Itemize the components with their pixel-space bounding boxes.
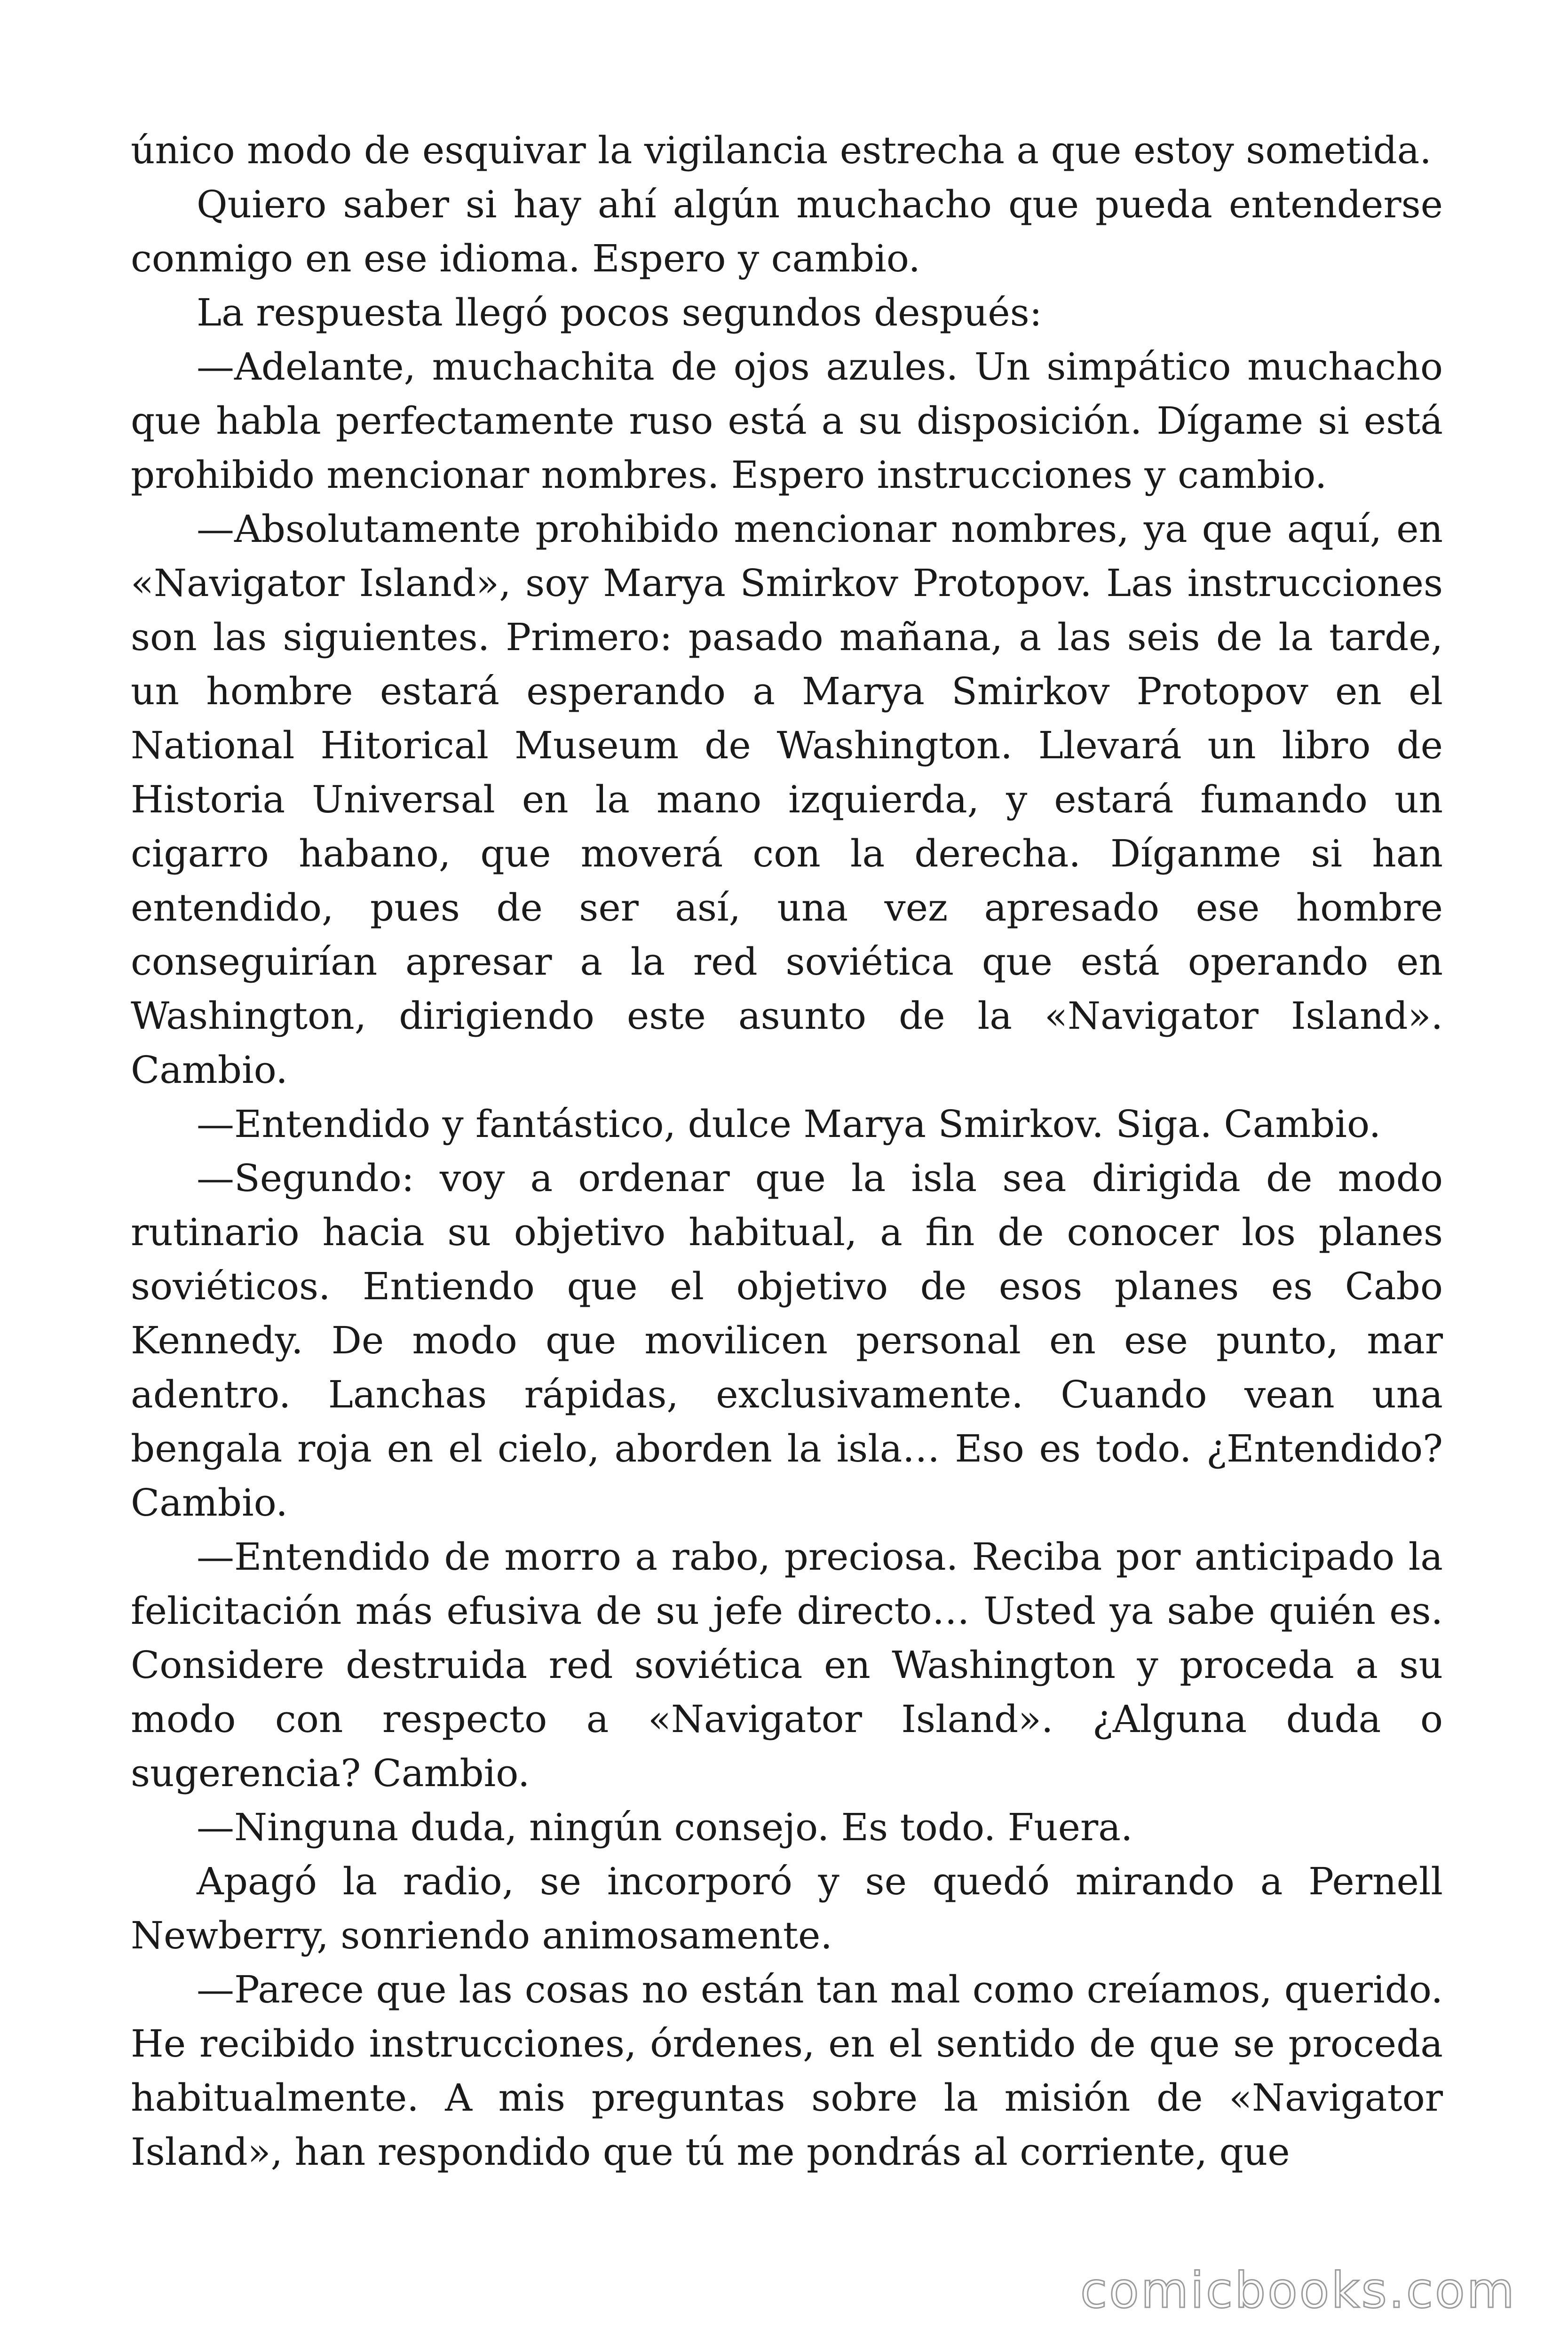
paragraph-2: Quiero saber si hay ahí algún muchacho que pueda entenderse conmigo en ese idioma. Espero y cambio. xyxy=(131,183,1443,280)
paragraph-8: —Entendido de morro a rabo, preciosa. Reciba por anticipado la felicitación más efusiva de su jefe directo… Usted ya sabe quién es. Considere destruida red soviética en Washington y proceda a su modo con respecto a «Navigator Island». ¿Alguna duda o sugerencia? Cambio. xyxy=(131,1535,1443,1795)
paragraph-4: —Adelante, muchachita de ojos azules. Un simpático muchacho que habla perfectamente ruso está a su disposición. Dígame si está prohibido mencionar nombres. Espero instrucciones y cambio. xyxy=(131,345,1443,497)
paragraph-11: —Parece que las cosas no están tan mal como creíamos, querido. He recibido instrucciones, órdenes, en el sentido de que se proceda habitualmente. A mis preguntas sobre la misión de «Navigator Island», han respondido que tú me pondrás al corriente, que xyxy=(131,1968,1443,2174)
paragraph-9: —Ninguna duda, ningún consejo. Es todo. Fuera. xyxy=(197,1805,1133,1849)
paragraph-5: —Absolutamente prohibido mencionar nombres, ya que aquí, en «Navigator Island», soy Marya Smirkov Protopov. Las instrucciones son las siguientes. Primero: pasado mañana, a las seis de la tarde, un hombre estará esperando a Marya Smirkov Protopov en el National Hitorical Museum de Washington. Llevará un libro de Historia Universal en la mano izquierda, y estará fumando un cigarro habano, que moverá con la derecha. Díganme si han entendido, pues de ser así, una vez apresado ese hombre conseguirían apresar a la red soviética que está operando en Washington, dirigiendo este asunto de la «Navigator Island». Cambio. xyxy=(131,507,1443,1092)
watermark: comicbooks.com xyxy=(1080,2262,1516,2319)
paragraph-10: Apagó la radio, se incorporó y se quedó mirando a Pernell Newberry, sonriendo animosamente. xyxy=(131,1859,1443,1957)
paragraph-3: La respuesta llegó pocos segundos después: xyxy=(197,291,1042,334)
paragraph-1: único modo de esquivar la vigilancia estrecha a que estoy sometida. xyxy=(131,128,1432,172)
body-text xyxy=(131,123,1443,2179)
paragraph-6: —Entendido y fantástico, dulce Marya Smirkov. Siga. Cambio. xyxy=(197,1102,1381,1146)
paragraph-7: —Segundo: voy a ordenar que la isla sea dirigida de modo rutinario hacia su objetivo habitual, a fin de conocer los planes soviéticos. Entiendo que el objetivo de esos planes es Cabo Kennedy. De modo que movilicen personal en ese punto, mar adentro. Lanchas rápidas, exclusivamente. Cuando vean una bengala roja en el cielo, aborden la isla… Eso es todo. ¿Entendido? Cambio. xyxy=(131,1156,1443,1525)
